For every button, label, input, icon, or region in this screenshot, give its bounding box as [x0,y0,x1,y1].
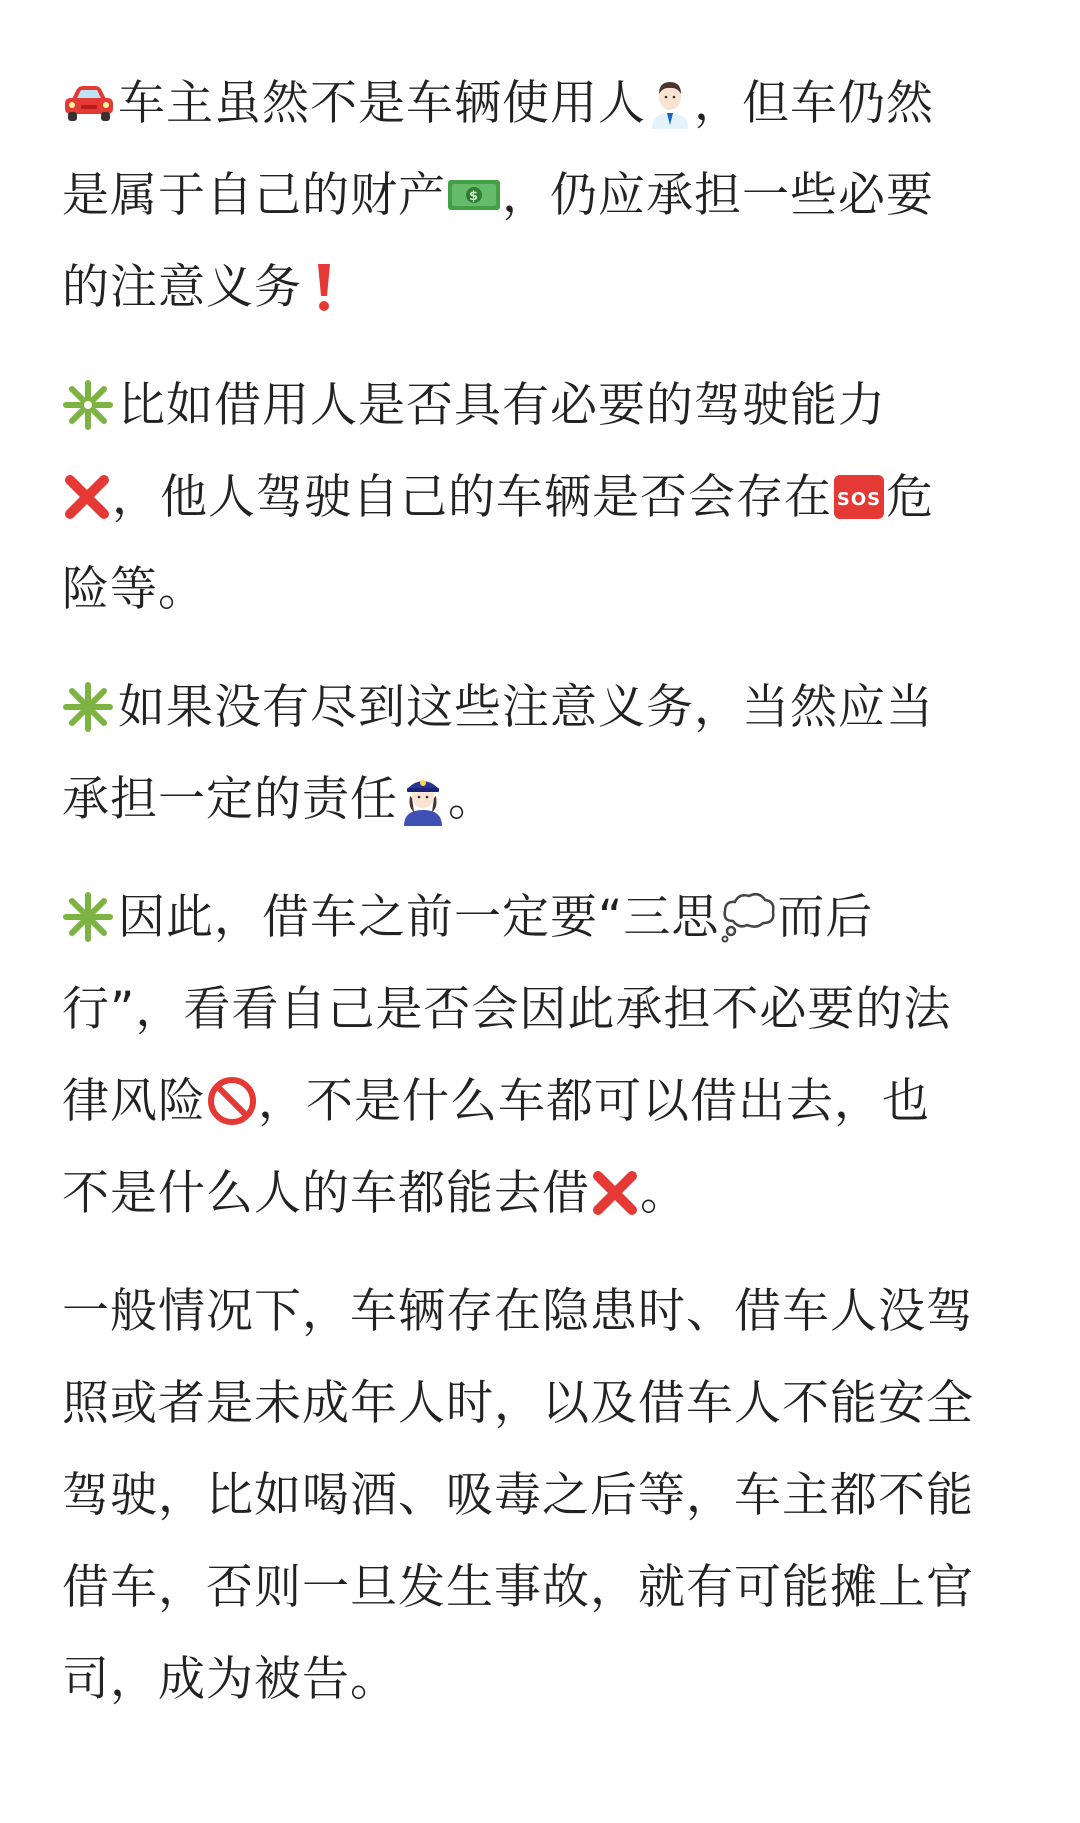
paragraph-4-line-1 [62,872,1018,964]
article-body [62,58,1018,1752]
text-segment: 的注意义务 [62,260,302,315]
sparkle-icon [62,379,114,431]
text-segment: ，他人驾驶自己的车辆是否会存在 [112,470,832,525]
cross-mark-icon [62,472,112,522]
paragraph-5-line-1 [62,1266,1018,1358]
paragraph-1 [62,58,1018,334]
man-office-worker-icon [646,77,694,129]
svg-text:SOS: SOS [836,488,882,510]
svg-text:$: $ [468,188,480,204]
text-segment: 行”，看看自己是否会因此承担不必要的法 [62,982,952,1037]
text-segment: 而后 [777,890,874,945]
text-segment: 因此，借车之前一定要“三思 [118,890,720,945]
paragraph-2-line-1 [62,360,1018,452]
text-segment: 险等。 [62,562,206,617]
text-segment: 承担一定的责任 [62,772,398,827]
exclamation-icon [312,260,336,314]
text-segment: 比如借用人是否具有必要的驾驶能力 [118,378,886,433]
text-segment: 驾驶，比如喝酒、吸毒之后等，车主都不能 [62,1468,974,1523]
text-segment: 不是什么人的车都能去借 [62,1166,590,1221]
paragraph-5-line-2 [62,1358,1018,1450]
paragraph-5-line-3 [62,1450,1018,1542]
text-segment: 危 [886,470,934,525]
text-segment: 。 [448,772,496,827]
paragraph-2-line-3 [62,544,1018,636]
text-segment: 。 [640,1166,688,1221]
paragraph-1-line-1 [62,58,1018,150]
text-segment: ，但车仍然 [694,76,934,131]
text-segment: 借车，否则一旦发生事故，就有可能摊上官 [62,1560,974,1615]
paragraph-5 [62,1266,1018,1726]
paragraph-4-line-2 [62,964,1018,1056]
paragraph-4 [62,872,1018,1240]
paragraph-5-line-5 [62,1634,1018,1726]
text-segment: 车主虽然不是车辆使用人 [118,76,646,131]
sos-icon [832,472,886,522]
paragraph-2-line-2 [62,452,1018,544]
asterisk-icon [62,891,114,943]
car-icon [62,81,116,125]
paragraph-2 [62,360,1018,636]
cross-mark-icon [590,1168,640,1218]
police-officer-icon [398,772,448,826]
thought-balloon-icon [719,891,777,943]
paragraph-1-line-2 [62,150,1018,242]
paragraph-3 [62,662,1018,846]
text-segment: ，不是什么车都可以借出去，也 [258,1074,930,1129]
text-segment: 是属于自己的财产 [62,168,446,223]
text-segment: 司，成为被告。 [62,1652,398,1707]
paragraph-4-line-4 [62,1148,1018,1240]
text-segment: 一般情况下，车辆存在隐患时、借车人没驾 [62,1284,974,1339]
paragraph-3-line-1 [62,662,1018,754]
asterisk-icon [62,681,114,733]
paragraph-3-line-2 [62,754,1018,846]
paragraph-5-line-4 [62,1542,1018,1634]
text-segment: 律风险 [62,1074,206,1129]
no-entry-icon [206,1075,258,1127]
text-segment: 如果没有尽到这些注意义务，当然应当 [118,680,934,735]
text-segment: 照或者是未成年人时，以及借车人不能安全 [62,1376,974,1431]
text-segment: ，仍应承担一些必要 [502,168,934,223]
paragraph-4-line-3 [62,1056,1018,1148]
paragraph-1-line-3 [62,242,1018,334]
dollar-banknote-icon [446,174,502,216]
